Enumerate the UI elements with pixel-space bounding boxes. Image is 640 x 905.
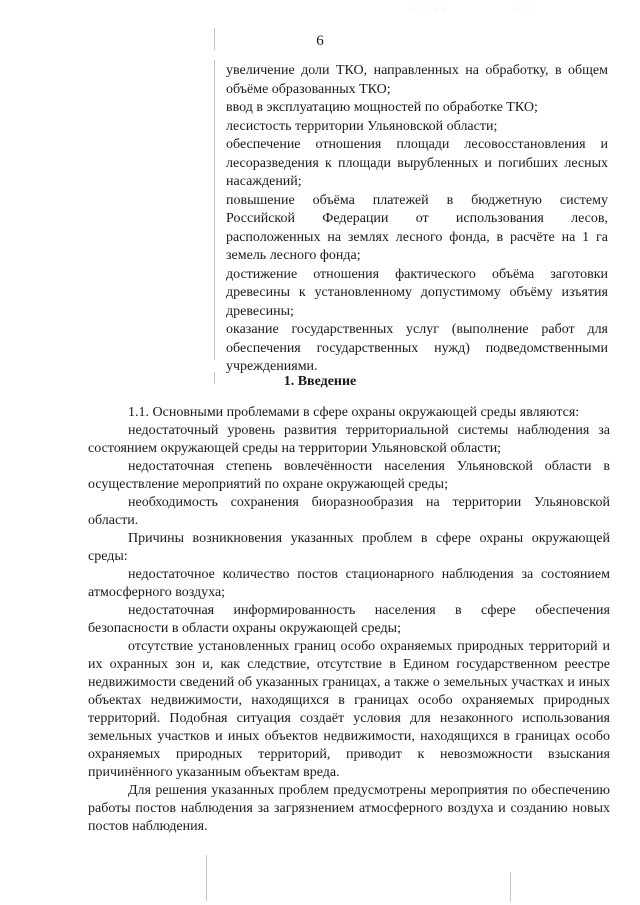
indicator-item: оказание государственных услуг (выполнение работ для обеспечения государственных нужд) подведомственными учреждениями.: [226, 322, 608, 374]
indicator-item: лесистость территории Ульяновской области;: [226, 118, 498, 134]
paragraph: 1.1. Основными проблемами в сфере охраны окружающей среды являются:: [128, 405, 580, 420]
paragraph: недостаточная степень вовлечённости населения Ульяновской области в осуществление мероприятий по охране окружающей среды;: [88, 459, 610, 492]
paragraph: необходимость сохранения биоразнообразия на территории Ульяновской области.: [88, 495, 610, 528]
paragraph: недостаточное количество постов стационарного наблюдения за состоянием атмосферного воздуха;: [88, 567, 610, 600]
paragraph: Для решения указанных проблем предусмотрены мероприятия по обеспечению работы постов наблюдения за загрязнением атмосферного воздуха и созданию новых постов наблюдения.: [88, 783, 610, 834]
indicator-item: увеличение доли ТКО, направленных на обработку, в общем объёме образованных ТКО;: [226, 63, 608, 97]
paragraph: отсутствие установленных границ особо охраняемых природных территорий и их охранных зон и, как следствие, отсутствие в Едином государственном реестре недвижимости сведений об указанных границах, а также о земельных участках и иных объектах недвижимости, находящихся в границах особо охраняемых природных территорий. Подобная ситуация создаёт условия для незаконного использования земельных участков и иных объектов недвижимости, находящихся в границах особо охраняемых природных территорий, приводит к невозможности взыскания причинённого указанным объектам вреда.: [88, 639, 610, 780]
paragraph: Причины возникновения указанных проблем в сфере охраны окружающей среды:: [88, 531, 610, 564]
paragraph: недостаточная информированность населения в сфере обеспечения безопасности в области охраны окружающей среды;: [88, 603, 610, 636]
paragraph: недостаточный уровень развития территориальной системы наблюдения за состоянием окружающей среды на территории Ульяновской области;: [88, 423, 610, 456]
scan-mark-bottom: [206, 855, 207, 901]
indicator-item: обеспечение отношения площади лесовосстановления и лесоразведения к площади вырубленных и погибших лесных насаждений;: [226, 137, 608, 189]
indicator-item: ввод в эксплуатацию мощностей по обработке ТКО;: [226, 100, 538, 115]
scan-noise-top-right: · · ·: [512, 4, 534, 13]
indicator-item: повышение объёма платежей в бюджетную систему Российской Федерации от использования лесов, расположенных на землях лесного фонда, в расчёте на 1 га земель лесного фонда;: [226, 192, 608, 263]
scan-mark-bottom-right: [510, 872, 511, 902]
indicator-item: достижение отношения фактического объёма заготовки древесины к установленному допустимому объёму изъятия древесины;: [226, 266, 608, 319]
table-cell-border: [214, 60, 215, 360]
section-body: [88, 404, 610, 836]
page-number: 6: [316, 33, 324, 49]
section-heading: 1. Введение: [283, 374, 357, 389]
indicators-cell: [226, 62, 608, 377]
scan-noise-top: · · · · ·: [408, 4, 448, 13]
